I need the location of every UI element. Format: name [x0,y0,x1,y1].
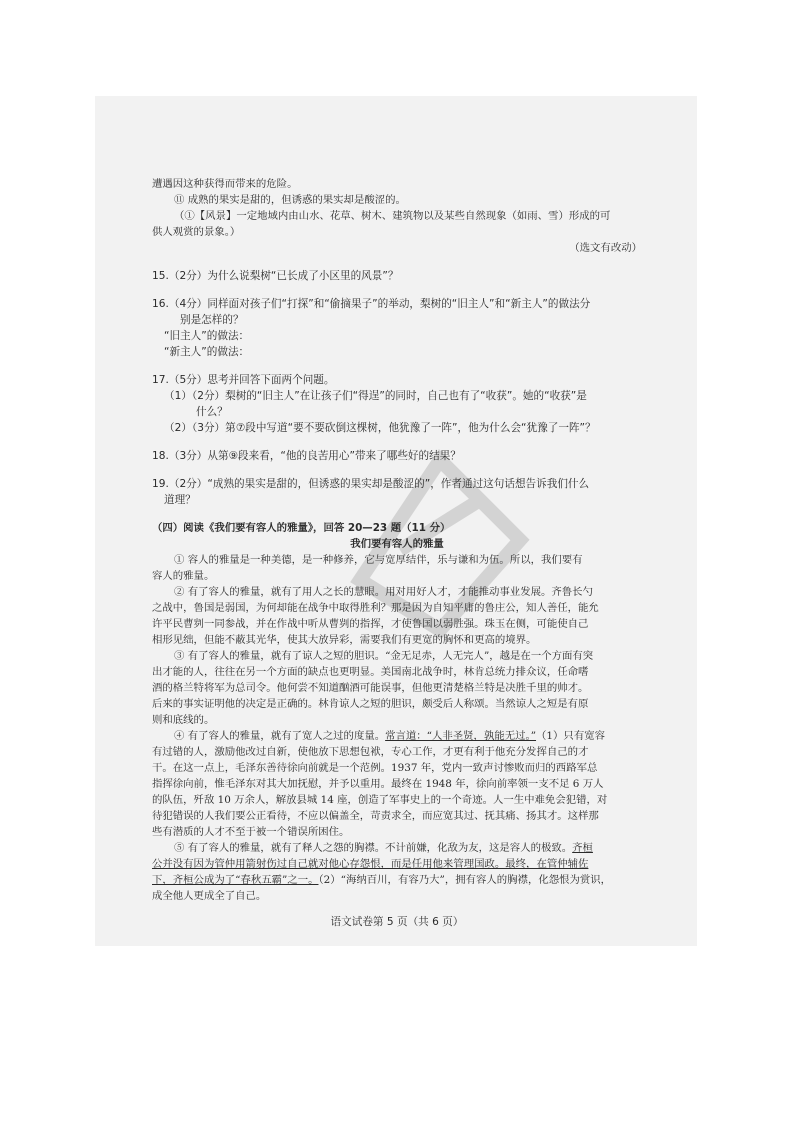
question-18: 18.（3分）从第⑨段来看，“他的良苦用心”带来了哪些好的结果？ [152,450,461,462]
article-p4-cont: 指挥徐向前，惟毛泽东对其大加抚慰，并予以重用。最终在 1948 年，徐向前率领一支不足 6 万人 [152,778,604,790]
question-17-1: （1）（2分）梨树的“旧主人”在让孩子们“得逞”的同时，自己也有了“收获”。她的“收获”是 [164,390,587,402]
text-span: ④ 有了容人的雅量，就有了宽人之过的度量。 [174,730,386,742]
question-15: 15.（2分）为什么说梨树“已长成了小区里的风景”？ [152,270,399,282]
article-p2-cont: 之战中，鲁国是弱国，为何却能在战争中取得胜利？那是因为自知平庸的鲁庄公，知人善任，能允 [152,602,599,614]
question-16: 16.（4分）同样面对孩子们“打探”和“偷摘果子”的举动，梨树的“旧主人”和“新主人”的做法分 [152,298,591,310]
article-p3: ③ 有了容人的雅量，就有了谅人之短的胆识。“金无足赤，人无完人”，越是在一个方面有突 [174,650,594,662]
note-line: （①【风景】一定地域内由山水、花草、树木、建筑物以及某些自然现象（如雨、雪）形成的可 [174,210,611,222]
article-p1: ① 容人的雅量是一种美德，是一种修养，它与宽厚结伴，乐与谦和为伍。所以，我们要有 [174,554,583,566]
article-p4-cont: 有过错的人，激励他改过自新，使他放下思想包袱，专心工作，才更有利于他充分发挥自己的才 [152,746,589,758]
question-17-1-cont: 什么？ [196,406,228,418]
article-title: 我们要有容人的雅量 [350,538,444,550]
article-p2: ② 有了容人的雅量，就有了用人之长的慧眼。用对用好人才，才能推动事业发展。齐鲁长勺 [174,586,593,598]
article-p3-cont: 后来的事实证明他的决定是正确的。林肯谅人之短的胆识，颇受后人称颂。当然谅人之短是有原 [152,698,589,710]
article-p2-cont: 相形见绌，但能不蔽其光华，使其大放异彩，需要我们有更宽的胸怀和更高的境界。 [152,634,537,646]
article-p4 [152,728,642,744]
section-4-heading: （四）阅读《我们要有容人的雅量》，回答 20—23 题（11 分） [152,522,451,534]
article-p5 [152,840,642,856]
note-line: 供人观赏的景象。） [152,226,241,238]
article-p2-cont: 许平民曹刿一同参战，并在作战中听从曹刿的指挥，才使鲁国以弱胜强。珠玉在侧，可能使自己 [152,618,589,630]
q16-old-owner: “旧主人”的做法： [164,330,250,342]
question-17: 17.（5分）思考并回答下面两个问题。 [152,374,335,386]
article-p5-cont: 成全他人更成全了自己。 [152,890,267,902]
exam-content [152,176,642,929]
paragraph-11: ⑪ 成熟的果实是甜的，但诱惑的果实却是酸涩的。 [174,194,406,206]
q16-new-owner: “新主人”的做法： [164,346,250,358]
question-19-cont: 道理？ [164,494,196,506]
article-p3-cont: 出才能的人，往往在另一个方面的缺点也更明显。美国南北战争时，林肯总统力排众议，任命嗜 [152,666,589,678]
article-p4-cont: 干。在这一点上，毛泽东善待徐向前就是一个范例。1937 年，党内一致声讨惨败而归的西路军总 [152,762,598,774]
article-p5-underlined: 公并没有因为管仲用箭射伤过自己就对他心存怨恨，而是任用他来管理国政。最终，在管仲辅佐 [152,858,589,870]
article-p4-cont: 待犯错误的人我们要公正看待，不应以偏盖全，苛责求全，而应宽其过、抚其痛、扬其才。这样那 [152,810,599,822]
text-line: 遭遇因这种获得而带来的危险。 [152,178,298,190]
question-16-cont: 别是怎样的？ [180,314,244,326]
annotation-marker-2: （2）“海纳百川，有容乃大”，拥有容人的胸襟，化怨恨为赏识， [318,874,612,886]
article-p1-cont: 容人的雅量。 [152,570,215,582]
article-p5-cont [152,872,642,888]
underlined-quote: 常言道：“人非圣贤，孰能无过。” [385,730,537,742]
text-span: ⑤ 有了容人的雅量，就有了释人之怨的胸襟。不计前嫌，化敌为友，这是容人的极致。 [174,842,573,854]
underlined-text: 下，齐桓公成为了“春秋五霸”之一。 [152,874,319,886]
page-footer: 语文试卷第 5 页（共 6 页） [330,916,464,928]
question-19: 19.（2分）“成熟的果实是甜的，但诱惑的果实却是酸涩的”，作者通过这句话想告诉我们什么 [152,478,590,490]
question-17-2: （2）（3分）第⑦段中写道“要不要砍倒这棵树，他犹豫了一阵”，他为什么会“犹豫了一阵”？ [164,422,596,434]
underlined-text: 齐桓 [572,842,593,854]
article-p4-cont: 些有潜质的人才不至于被一个错误所困住。 [152,826,350,838]
source-note: （选文有改动） [569,242,642,254]
annotation-marker-1: （1）只有宽容 [536,730,605,742]
article-p3-cont: 酒的格兰特将军为总司令。他何尝不知道酗酒可能误事，但他更清楚格兰特是决胜千里的帅才。 [152,682,589,694]
article-p4-cont: 的队伍，歼敌 10 万余人，解放县城 14 座，创造了军事史上的一个奇迹。人一生中难免会犯错，对 [152,794,608,806]
article-p3-cont: 则和底线的。 [152,714,215,726]
